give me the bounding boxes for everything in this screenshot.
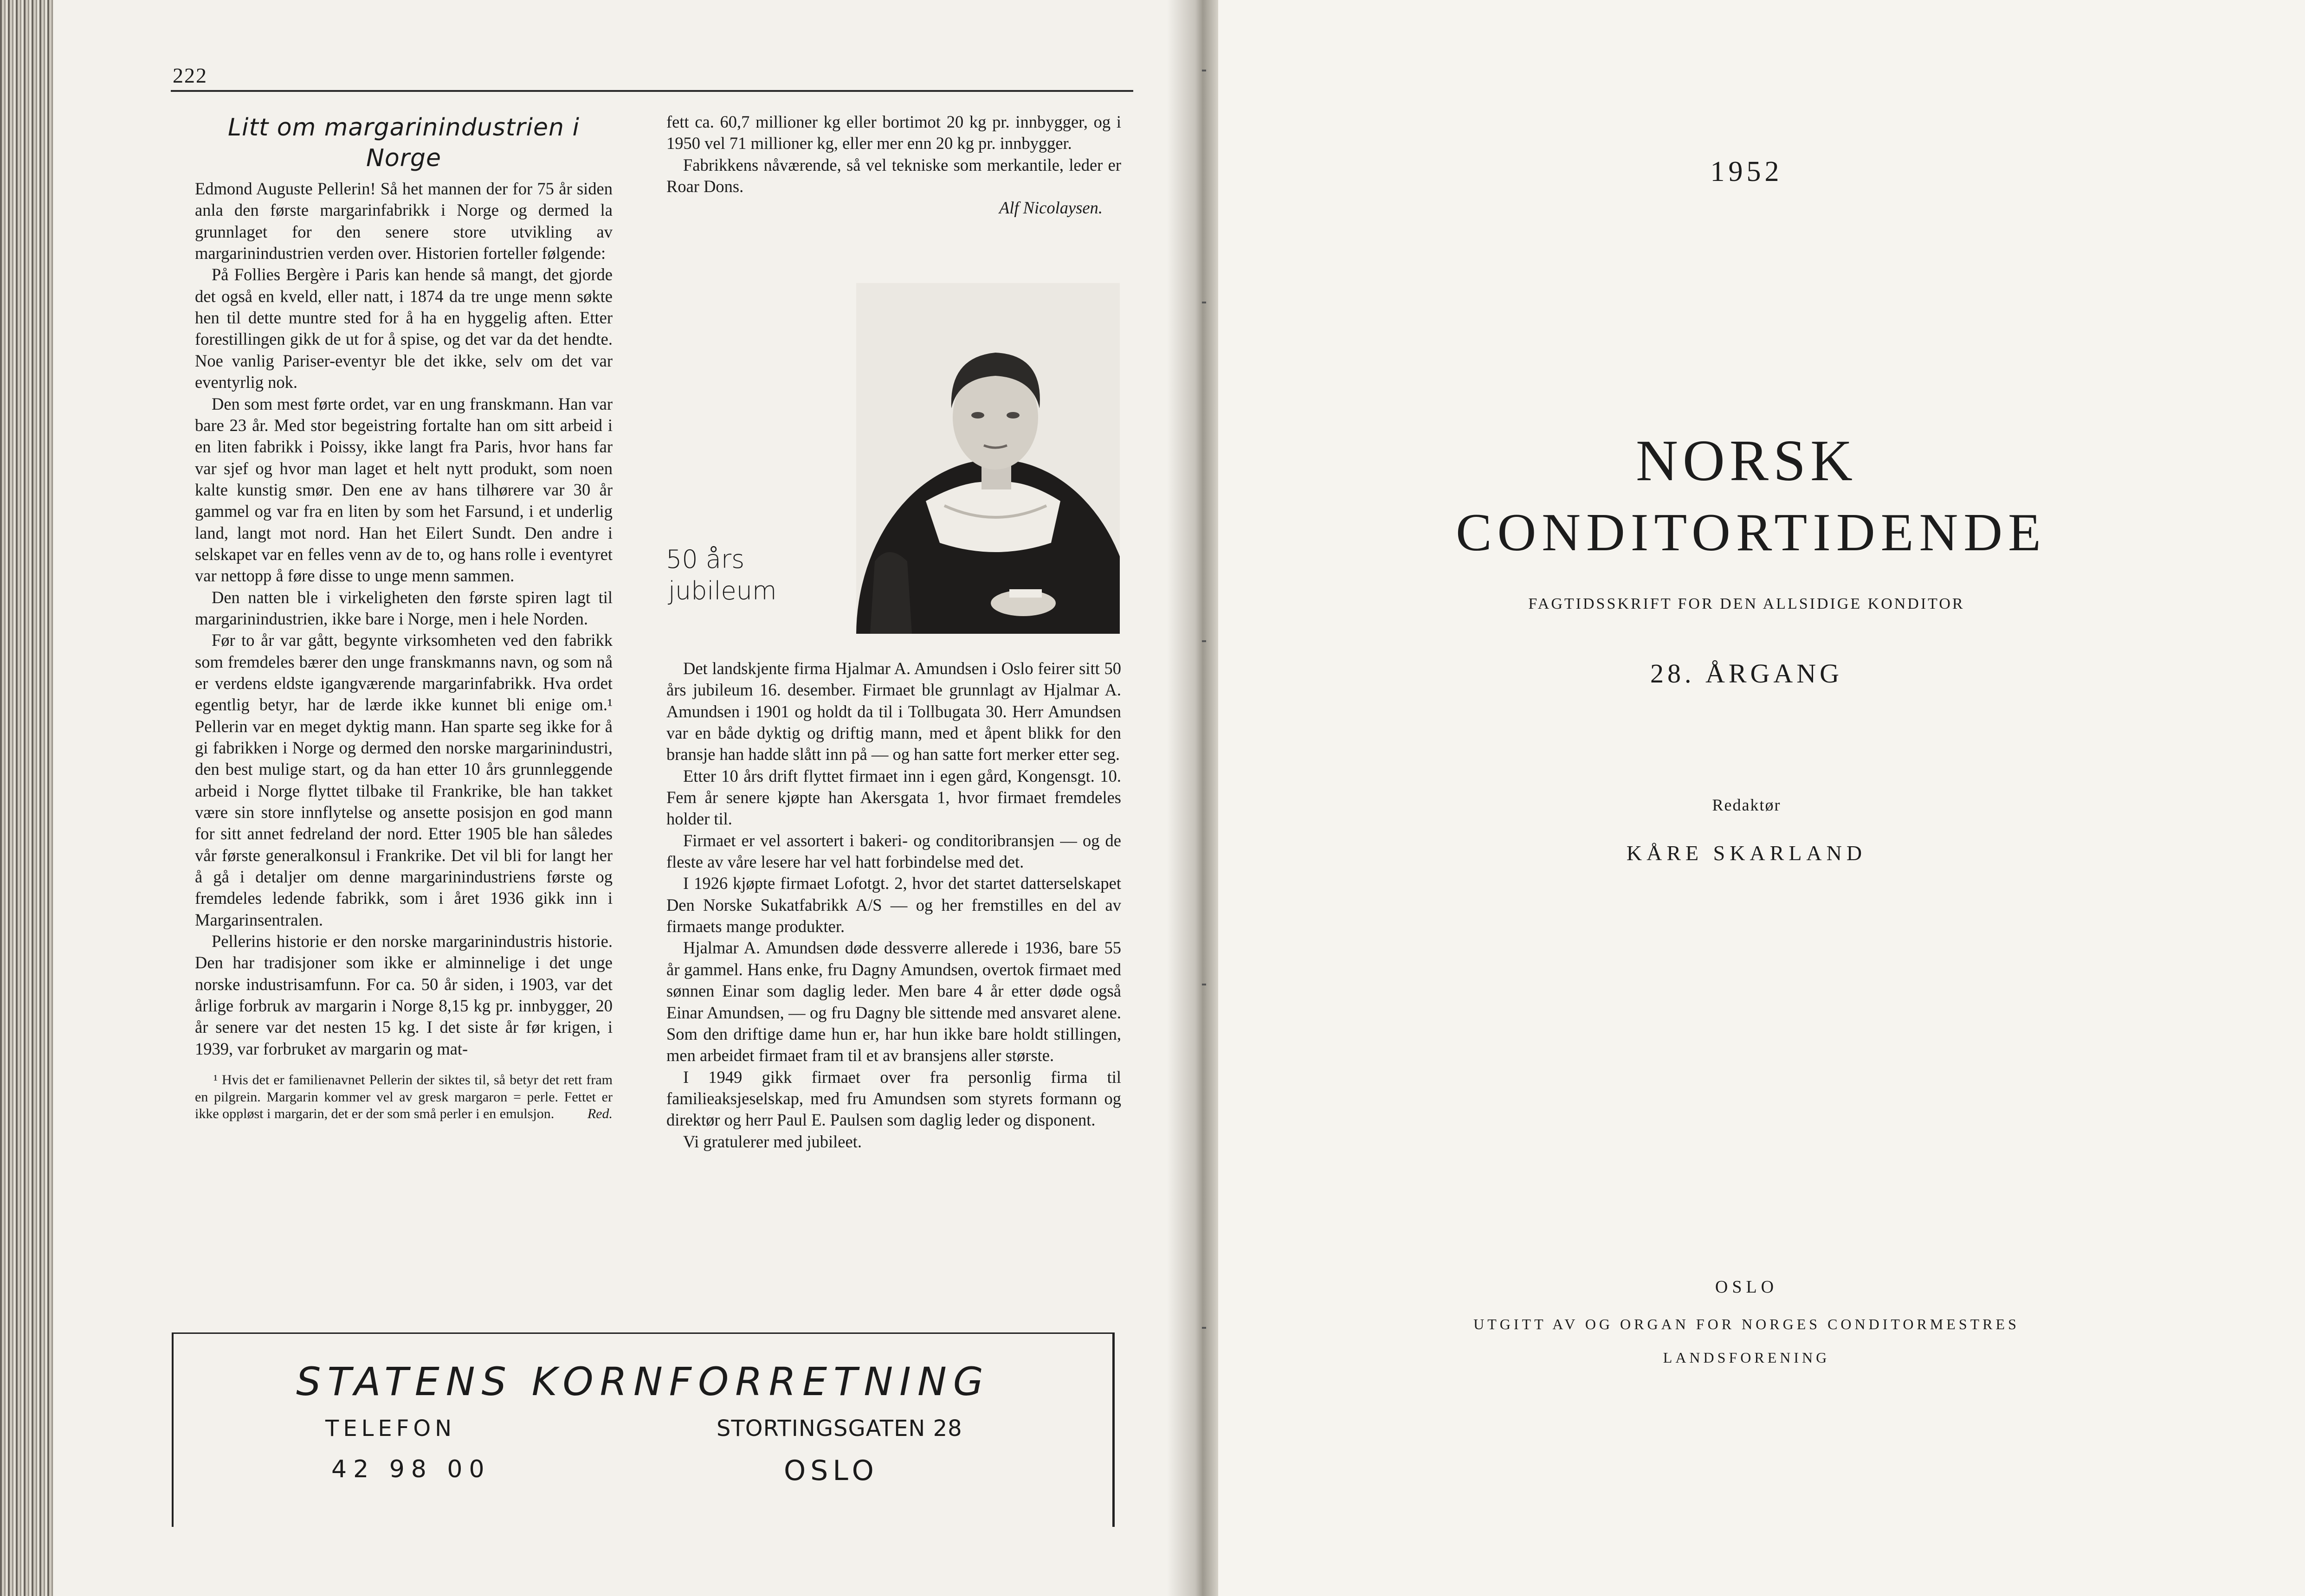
- footnote-signature: Red.: [587, 1106, 613, 1122]
- article-paragraph: På Follies Bergère i Paris kan hende så mangt, det gjorde det også en kveld, eller natt, i 1874 da tre unge menn søkte hen til dette muntre sted for å ha en hyggelig aften. Etter forestillingen gikk de ut for å spise, og det var da det hendte. Noe vanlig Pariser-eventyr ble det ikke, selv om det var eventyrlig nok.: [195, 265, 613, 392]
- footnote-text: ¹ Hvis det er familienavnet Pellerin der siktes til, så betyr det rett fram en pilgrein. Margarin kommer vel av gresk margaron = perle. Fettet er ikke oppløst i margarin, det er der som små perler i en emulsjon.: [195, 1072, 613, 1122]
- article-paragraph: Pellerins historie er den norske margarinindustris historie. Den har tradisjoner som ikke er alminnelige i det unge norske industrisamfunn. For ca. 50 år siden, i 1903, var det årlige forbruk av margarin i Norge 8,15 kg pr. innbygger, 20 år senere var det nesten 15 kg. I det siste år før krigen, i 1939, var forbruket av margarin og mat-: [195, 932, 613, 1058]
- publication-place: OSLO: [1715, 1277, 1778, 1297]
- article-continuation: Fabrikkens nåværende, så vel tekniske som merkantile, leder er Roar Dons.: [666, 155, 1121, 196]
- page-edge-mark: [1202, 302, 1206, 303]
- editor-name: KÅRE SKARLAND: [1626, 841, 1867, 865]
- ad-city: OSLO: [784, 1454, 878, 1487]
- jubilee-paragraph: Det landskjente firma Hjalmar A. Amundsen i Oslo feirer sitt 50 års jubileum 16. desember. Firmaet ble grunnlagt av Hjalmar A. Amundsen i 1901 og holdt da til i Tollbugata 30. Herr Amundsen var en både dyktig og driftig mann, med et åpent blikk for den bransje han hadde slått inn på — og han satte fort merker etter seg.: [666, 659, 1121, 764]
- volume: 28. ÅRGANG: [1650, 658, 1843, 689]
- article-paragraph: Den natten ble i virkeligheten den første spiren lagt til margarinindustrien, ikke bare i Norge, men i hele Norden.: [195, 587, 613, 628]
- page-edge-mark: [1202, 984, 1206, 985]
- book-gutter: [1167, 0, 1218, 1596]
- jubilee-paragraph: Etter 10 års drift flyttet firmaet inn i egen gård, Kongensgt. 10. Fem år senere kjøpte han Akersgata 1, hvor firmaet fremdeles holder til.: [666, 766, 1121, 829]
- page-edge-mark: [1202, 640, 1206, 642]
- publisher-line-1: UTGITT AV OG ORGAN FOR NORGES CONDITORMESTRES: [1473, 1316, 2020, 1332]
- title-line-1: NORSK: [1635, 429, 1858, 493]
- publisher-line-2: LANDSFORENING: [1663, 1349, 1830, 1366]
- page-number: 222: [173, 64, 207, 87]
- page-edge-mark: [1202, 1327, 1206, 1329]
- editor-label: Redaktør: [1712, 796, 1781, 814]
- article-paragraph: Før to år var gått, begynte virksomheten ved den fabrikk som fremdeles bærer den unge franskmanns navn, og som nå er verdens eldste igangværende margarinfabrikk. Hva ordet egentlig betyr, har de lærde ikke kunnet bli enige om.¹ Pellerin var en meget dyktig mann. Han sparte seg ikke for å gi fabrikken i Norge og dermed den norske margarinindustri, den best mulige start, og da han etter 10 års grunnleggende arbeid i Norge flyttet tilbake til Frankrike, ble han takket være sin store innflytelse og ansette posisjon en god mann for sitt annet fedreland der nord. Etter 1905 ble han således vår første generalkonsul i Frankrike. Det vil bli for langt her å gå i detaljer om denne margarinindustriens første og fremdeles ledende fabrikk, som i året 1936 gikk inn i Margarinsentralen.: [195, 631, 613, 929]
- advertisement: [172, 1332, 1115, 1527]
- portrait-photo: [856, 283, 1120, 634]
- article-paragraph: Den som mest førte ordet, var en ung franskmann. Han var bare 23 år. Med stor begeistring fortalte han om sitt arbeid i en liten fabrikk i Poissy, ikke langt fra Paris, hvor hans far var sjef og hvor man laget et helt nytt produkt, som noen kalte kunstig smør. Den ene av hans tilhørere var 30 år gammel og var fra en liten by som het Farsund, i et underlig land, langt mot nord. Han het Eilert Sundt. Den andre i selskapet var en felles venn av de to, og hans rolle i eventyret var nettopp å føre disse to unge menn sammen.: [195, 394, 613, 586]
- jubilee-line-2: jubileum: [668, 576, 777, 605]
- title-line-2: CONDITORTIDENDE: [1456, 503, 2047, 562]
- right-page: [1188, 0, 2305, 1596]
- ad-company-name: STATENS KORNFORRETNING: [296, 1359, 990, 1404]
- page-edge-mark: [1202, 70, 1206, 71]
- jubilee-paragraph: I 1949 gikk firmaet over fra personlig firma til familieaksjeselskap, med fru Amundsen som styrets formann og direktør og herr Paul E. Paulsen som daglig leder og disponent.: [666, 1067, 1121, 1130]
- ad-street: STORTINGSGATEN 28: [717, 1416, 962, 1442]
- jubilee-paragraph: Hjalmar A. Amundsen døde dessverre allerede i 1936, bare 55 år gammel. Hans enke, fru Dagny Amundsen, overtok firmaet med sønnen Einar som daglig leder. Men bare 4 år etter døde også Einar Amundsen, — og fru Dagny ble sittende med ansvaret alene. Som den driftige dame hun er, har hun ikke bare holdt stillingen, men arbeidet firmaet fram til et av bransjens aller største.: [666, 938, 1121, 1065]
- page-edges: [0, 0, 53, 1596]
- article-continuation: fett ca. 60,7 millioner kg eller bortimot 20 kg pr. innbygger, og i 1950 vel 71 millioner kg, eller mer enn 20 kg pr. innbygger.: [666, 112, 1121, 153]
- article-column-2: [666, 111, 1121, 219]
- header-rule: [171, 90, 1133, 92]
- jubilee-paragraph: I 1926 kjøpte firmaet Lofotgt. 2, hvor det startet datterselskapet Den Norske Sukatfabrikk A/S — og her fremstilles en del av firmaets mange produkter.: [666, 874, 1121, 936]
- ad-phone-number: 42 98 00: [331, 1455, 491, 1483]
- jubilee-paragraph: Firmaet er vel assortert i bakeri- og conditoribransjen — og de fleste av våre lesere har vel hatt forbindelse med det.: [666, 830, 1121, 872]
- ad-phone-label: TELEFON: [325, 1416, 456, 1442]
- jubilee-heading: [666, 544, 787, 606]
- publication-year: 1952: [1710, 156, 1783, 187]
- footnote: [195, 1072, 613, 1123]
- article-title: Litt om margarinindustrien i Norge: [228, 114, 580, 173]
- article-paragraph: Edmond Auguste Pellerin! Så het mannen der for 75 år siden anla den første margarinfabrikk i Norge og dermed la grunnlaget for den senere store utvikling av margarinindustrien verden over. Historien forteller følgende:: [195, 179, 613, 263]
- jubilee-line-1: 50 års: [666, 545, 745, 574]
- jubilee-paragraph: Vi gratulerer med jubileet.: [683, 1132, 862, 1151]
- article-column-1: [195, 114, 613, 1123]
- subtitle: FAGTIDSSKRIFT FOR DEN ALLSIDIGE KONDITOR: [1528, 595, 1965, 612]
- article-signature: Alf Nicolaysen.: [999, 198, 1103, 218]
- jubilee-article: [666, 658, 1121, 1152]
